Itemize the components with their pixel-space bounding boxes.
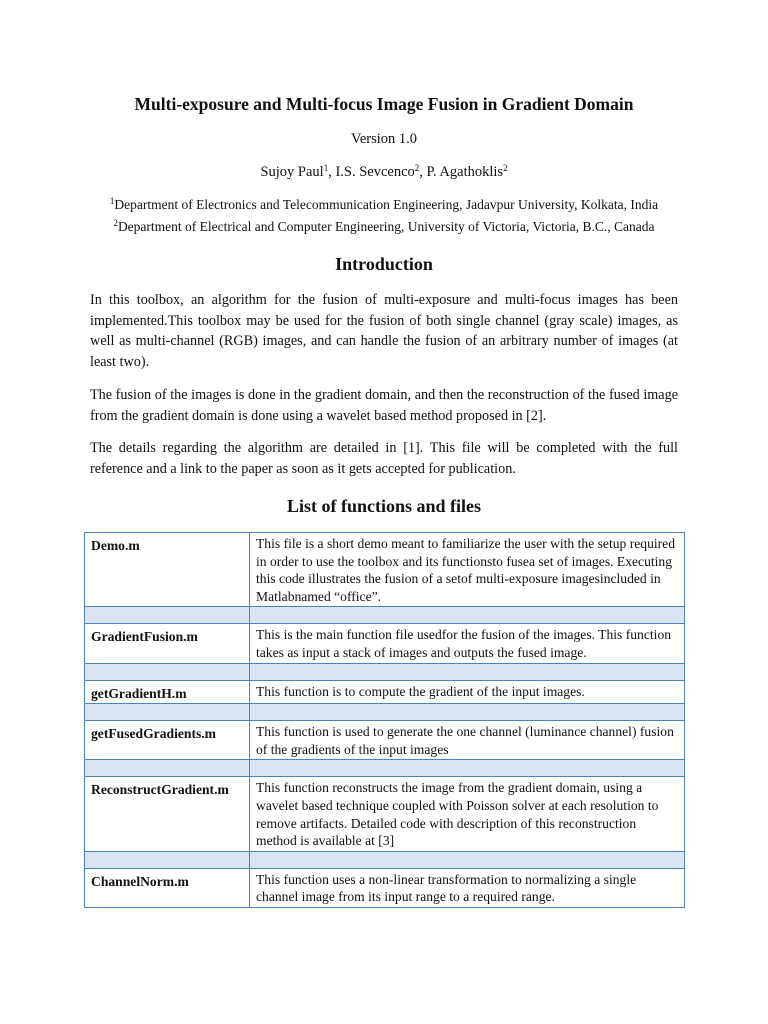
version-label: Version 1.0 [350,131,418,147]
intro-paragraph-2: The fusion of the images is done in the gradient domain, and then the reconstruction of the fused image from the gradient domain is done using a wavelet based method proposed in [2]. [90,387,678,424]
spacer-cell [250,607,685,624]
affiliation-text: Department of Electronics and Telecommunication Engineering, Jadavpur University, Kolkata, India [114,197,659,212]
table-row [85,533,685,607]
function-description: This function reconstructs the image from the gradient domain, using a wavelet based technique coupled with Poisson solver at each resolution to remove artifacts. Detailed code with description of this reconstruction method is available at [3] [250,777,685,851]
author-separator: , [328,164,336,180]
author-separator: , [419,164,427,180]
table-row [85,777,685,851]
author-name: I.S. Sevcenco [335,164,415,180]
table-row [85,680,685,704]
author-affiliation-mark: 2 [503,163,508,173]
intro-paragraph-3: The details regarding the algorithm are detailed in [1]. This file will be completed with the full reference and a link to the paper as soon as it gets accepted for publication. [90,440,678,477]
functions-table [84,532,685,908]
affiliation-2 [0,217,768,237]
function-description: This function uses a non-linear transformation to normalizing a single channel image from its input range to a required range. [250,868,685,907]
table-spacer-row [85,704,685,721]
table-spacer-row [85,851,685,868]
spacer-cell [85,851,250,868]
table-row [85,721,685,760]
affiliation-mark: 1 [109,196,115,206]
spacer-cell [85,663,250,680]
table-spacer-row [85,607,685,624]
function-name: ChannelNorm.m [85,868,250,907]
affiliation-mark: 2 [113,218,118,228]
spacer-cell [85,760,250,777]
function-name: Demo.m [85,533,250,607]
function-name: GradientFusion.m [85,624,250,663]
function-description: This file is a short demo meant to familiarize the user with the setup required in order to use the toolbox and its functionsto fusea set of images. Executing this code illustrates the fusion of a setof multi-exposure imagesincluded in Matlabnamed “office”. [250,533,685,607]
intro-paragraph-1: In this toolbox, an algorithm for the fusion of multi-exposure and multi-focus images has been implemented.This toolbox may be used for the fusion of both single channel (gray scale) images, as well as multi-channel (RGB) images, and can handle the fusion of an arbitrary number of images (at least two). [90,292,678,371]
spacer-cell [85,704,250,721]
introduction-heading: Introduction [335,254,433,274]
spacer-cell [250,760,685,777]
author-affiliation-mark: 2 [414,163,420,173]
table-spacer-row [85,663,685,680]
author-affiliation-mark: 1 [323,163,329,173]
author-list [0,161,768,183]
table-row [85,624,685,663]
spacer-cell [250,704,685,721]
function-name: getGradientH.m [85,680,250,704]
function-name: getFusedGradients.m [85,721,250,760]
function-name: ReconstructGradient.m [85,777,250,851]
affiliation-text: Department of Electrical and Computer Engineering, University of Victoria, Victoria, B.C., Canada [117,219,655,234]
author-name: Sujoy Paul [260,164,324,180]
function-description: This is the main function file usedfor the fusion of the images. This function takes as input a stack of images and outputs the fused image. [250,624,685,663]
function-description: This function is used to generate the one channel (luminance channel) fusion of the gradients of the input images [250,721,685,760]
affiliation-1 [0,195,768,215]
spacer-cell [250,663,685,680]
function-description: This function is to compute the gradient of the input images. [250,680,685,704]
table-spacer-row [85,760,685,777]
spacer-cell [85,607,250,624]
functions-heading: List of functions and files [286,496,482,516]
table-row [85,868,685,907]
document-title: Multi-exposure and Multi-focus Image Fusion in Gradient Domain [134,94,634,114]
author-name: P. Agathoklis [426,164,504,180]
spacer-cell [250,851,685,868]
